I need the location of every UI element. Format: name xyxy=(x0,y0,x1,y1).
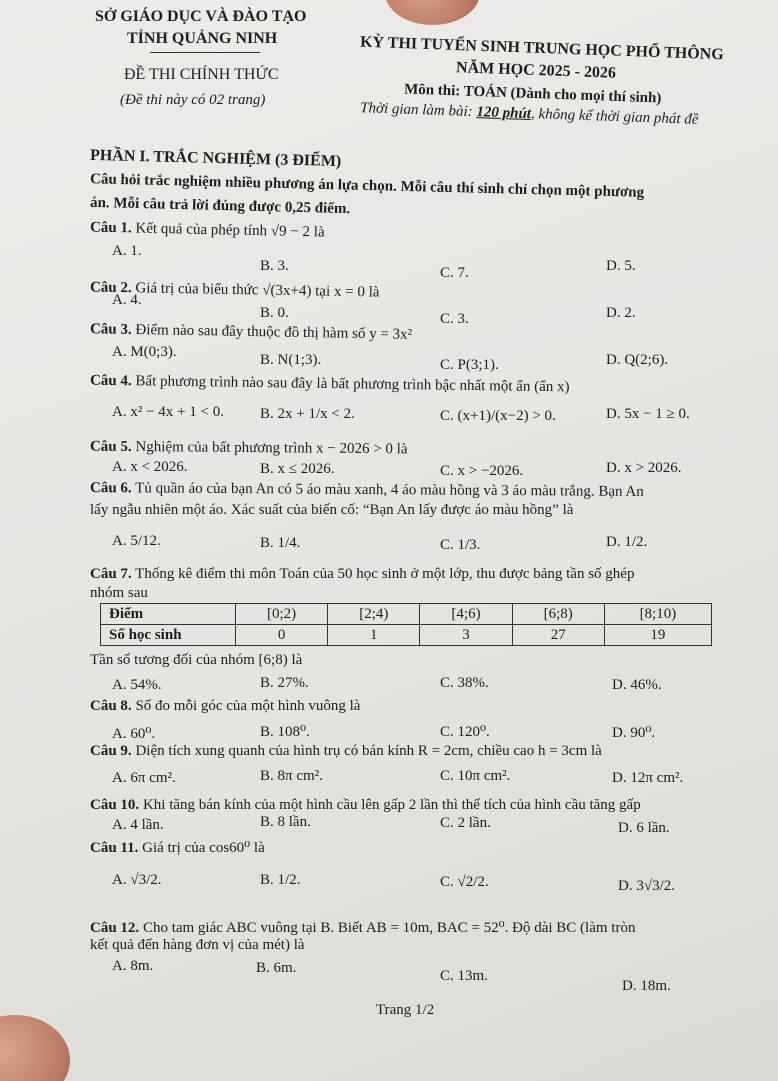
question-text: Điểm nào sau đây thuộc đồ thị hàm số y = 3x² xyxy=(135,321,413,343)
q2-option-a: A. 4. xyxy=(112,292,142,308)
table-cell: 19 xyxy=(604,625,711,646)
question-7-stem-2: nhóm sau xyxy=(90,585,148,601)
q10-option-c: C. 2 lần. xyxy=(440,815,491,831)
header-divider xyxy=(150,52,260,53)
q4-option-b: B. 2x + 1/x < 2. xyxy=(260,406,355,422)
frequency-table xyxy=(100,603,712,646)
question-text: Giá trị của cos60⁰ là xyxy=(142,840,265,856)
question-label: Câu 5. xyxy=(89,438,132,455)
q12-option-b: B. 6m. xyxy=(256,960,297,976)
part1-instruction-1: Câu hỏi trắc nghiệm nhiều phương án lựa chọn. Mỗi câu thí sinh chỉ chọn một phương xyxy=(89,171,645,201)
part1-title: PHẦN I. TRẮC NGHIỆM (3 ĐIỂM) xyxy=(89,146,342,171)
q4-option-d: D. 5x − 1 ≥ 0. xyxy=(606,406,690,422)
question-label: Câu 12. xyxy=(90,920,140,936)
q11-option-b: B. 1/2. xyxy=(260,872,301,888)
q5-option-b: B. x ≤ 2026. xyxy=(260,461,335,477)
q7-option-d: D. 46%. xyxy=(612,677,662,693)
q11-option-a: A. √3/2. xyxy=(112,872,162,888)
question-label: Câu 1. xyxy=(89,219,132,237)
q11-option-c: C. √2/2. xyxy=(440,874,489,890)
exam-type: ĐỀ THI CHÍNH THỨC xyxy=(124,66,279,83)
question-text: Cho tam giác ABC vuông tại B. Biết AB = 10m, BAC = 52⁰. Độ dài BC (làm tròn xyxy=(142,920,636,936)
question-label: Câu 10. xyxy=(90,797,140,813)
question-text: Bất phương trình nào sau đây là bất phương trình bậc nhất một ẩn (ẩn x) xyxy=(135,373,570,396)
q7-option-b: B. 27%. xyxy=(260,675,309,691)
question-8-stem xyxy=(90,698,360,715)
question-12-stem xyxy=(90,918,635,937)
q7-option-c: C. 38%. xyxy=(440,675,489,691)
page-number: Trang 1/2 xyxy=(376,1002,435,1018)
q10-option-b: B. 8 lần. xyxy=(260,814,311,830)
q4-option-c: C. (x+1)/(x−2) > 0. xyxy=(440,408,556,424)
question-10-stem xyxy=(90,797,641,814)
question-11-stem xyxy=(90,838,265,857)
question-1-stem xyxy=(90,220,325,242)
q3-option-d: D. Q(2;6). xyxy=(606,352,669,368)
time-value: 120 phút xyxy=(476,104,532,123)
table-cell: [4;6) xyxy=(420,604,512,625)
table-cell: [2;4) xyxy=(328,604,420,625)
question-6-stem xyxy=(90,480,644,501)
q5-option-d: D. x > 2026. xyxy=(606,460,682,476)
q8-option-b: B. 108⁰. xyxy=(260,724,310,740)
question-text: Nghiệm của bất phương trình x − 2026 > 0 là xyxy=(135,439,408,458)
q4-option-a: A. x² − 4x + 1 < 0. xyxy=(112,404,224,420)
table-cell: [8;10) xyxy=(604,604,711,625)
q7-option-a: A. 54%. xyxy=(112,677,162,693)
question-text: Giá trị của biểu thức √(3x+4) tại x = 0 là xyxy=(135,280,380,301)
question-text: Tủ quần áo của bạn An có 5 áo màu xanh, 4 áo màu hồng và 3 áo màu trắng. Bạn An xyxy=(135,480,644,500)
question-6-stem-2: lấy ngẫu nhiên một áo. Xác suất của biến cố: “Bạn An lấy được áo màu hồng” là xyxy=(90,502,574,518)
table-header-cell: Số học sinh xyxy=(101,625,236,646)
question-label: Câu 11. xyxy=(90,840,139,856)
q1-option-c: C. 7. xyxy=(440,265,469,281)
question-7-stem xyxy=(90,566,634,583)
question-label: Câu 2. xyxy=(89,279,132,297)
q2-option-d: D. 2. xyxy=(606,305,636,321)
question-label: Câu 9. xyxy=(90,743,132,759)
q5-option-c: C. x > −2026. xyxy=(440,463,524,479)
q12-option-c: C. 13m. xyxy=(440,968,488,984)
q9-option-a: A. 6π cm². xyxy=(112,770,176,786)
q1-option-a: A. 1. xyxy=(112,243,142,259)
q3-option-a: A. M(0;3). xyxy=(112,344,177,360)
q11-option-d: D. 3√3/2. xyxy=(618,878,675,894)
q8-option-d: D. 90⁰. xyxy=(612,725,656,741)
school-year: NĂM HỌC 2025 - 2026 xyxy=(455,59,617,82)
question-7-after: Tần số tương đối của nhóm [6;8) là xyxy=(90,652,303,668)
q6-option-a: A. 5/12. xyxy=(112,533,161,549)
table-row xyxy=(101,625,712,646)
q5-option-a: A. x < 2026. xyxy=(112,459,188,475)
question-label: Câu 4. xyxy=(89,372,132,390)
exam-title: KỲ THI TUYỂN SINH TRUNG HỌC PHỔ THÔNG xyxy=(359,33,724,64)
table-cell: 1 xyxy=(328,625,420,646)
time-suffix: , không kể thời gian phát đề xyxy=(530,106,699,128)
question-label: Câu 6. xyxy=(89,480,132,497)
q9-option-b: B. 8π cm². xyxy=(260,768,323,784)
q2-option-b: B. 0. xyxy=(260,305,289,321)
table-cell: 27 xyxy=(512,625,604,646)
question-text: Thống kê điểm thi môn Toán của 50 học sinh ở một lớp, thu được bảng tần số ghép xyxy=(135,566,635,582)
question-label: Câu 8. xyxy=(90,698,132,714)
q10-option-d: D. 6 lần. xyxy=(618,820,670,836)
part1-instruction-2: án. Mỗi câu trả lời đúng được 0,25 điểm. xyxy=(89,194,351,218)
thumb-bottom-left xyxy=(0,1015,70,1081)
question-text: Kết quả của phép tính √9 − 2 là xyxy=(135,220,325,241)
q10-option-a: A. 4 lần. xyxy=(112,817,164,833)
table-cell: [0;2) xyxy=(236,604,328,625)
question-text: Số đo mỗi góc của một hình vuông là xyxy=(135,698,361,714)
q8-option-a: A. 60⁰. xyxy=(112,726,156,742)
q3-option-b: B. N(1;3). xyxy=(260,352,322,368)
q8-option-c: C. 120⁰. xyxy=(440,724,490,740)
table-cell: 3 xyxy=(420,625,512,646)
q1-option-d: D. 5. xyxy=(606,258,636,274)
time-prefix: Thời gian làm bài: xyxy=(359,100,477,121)
q1-option-b: B. 3. xyxy=(260,258,289,274)
subject: Môn thi: TOÁN (Dành cho mọi thí sinh) xyxy=(403,81,662,107)
table-cell: 0 xyxy=(236,625,328,646)
q9-option-d: D. 12π cm². xyxy=(612,770,684,786)
question-label: Câu 7. xyxy=(90,566,132,582)
question-3-stem xyxy=(90,321,412,344)
table-row xyxy=(101,604,712,625)
q9-option-c: C. 10π cm². xyxy=(440,768,511,784)
q6-option-d: D. 1/2. xyxy=(606,534,648,550)
table-cell: [6;8) xyxy=(512,604,604,625)
question-text: Diện tích xung quanh của hình trụ có bán kính R = 2cm, chiều cao h = 3cm là xyxy=(135,743,602,759)
province-name: TỈNH QUẢNG NINH xyxy=(127,30,278,47)
q12-option-a: A. 8m. xyxy=(112,958,154,974)
pages-note: (Đề thi này có 02 trang) xyxy=(120,92,266,108)
thumb-top xyxy=(385,0,480,25)
question-12-stem-2: kết quả đến hàng đơn vị của mét) là xyxy=(90,937,305,953)
question-text: Khi tăng bán kính của một hình cầu lên gấp 2 lần thì thể tích của hình cầu tăng gấp xyxy=(142,797,641,813)
question-4-stem xyxy=(90,373,570,397)
q12-option-d: D. 18m. xyxy=(622,978,671,994)
q3-option-c: C. P(3;1). xyxy=(440,357,499,373)
q2-option-c: C. 3. xyxy=(440,311,469,327)
department-name: SỞ GIÁO DỤC VÀ ĐÀO TẠO xyxy=(95,8,307,25)
q6-option-b: B. 1/4. xyxy=(260,535,301,551)
question-9-stem xyxy=(90,743,602,760)
question-label: Câu 3. xyxy=(89,321,132,338)
question-5-stem xyxy=(90,439,408,459)
q6-option-c: C. 1/3. xyxy=(440,537,481,553)
table-header-cell: Điểm xyxy=(101,604,236,625)
